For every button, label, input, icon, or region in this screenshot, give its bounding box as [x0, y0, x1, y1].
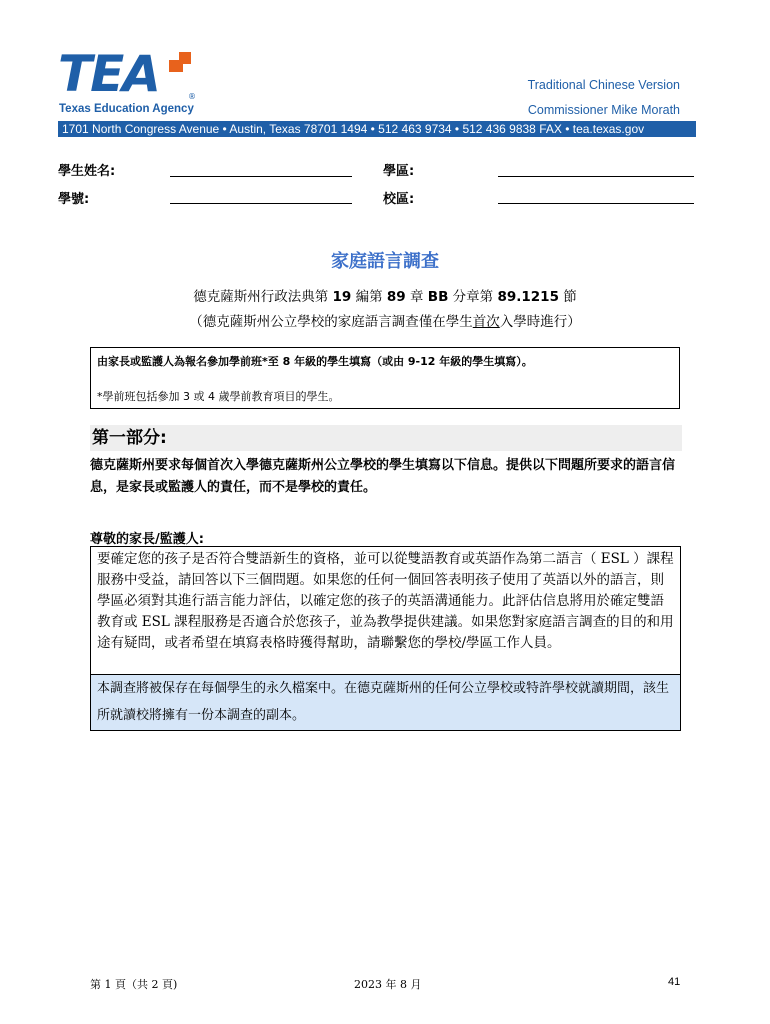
code-citation — [0, 285, 770, 305]
citation-mid2: 章 — [405, 289, 428, 305]
record-note: 本調查將被保存在每個學生的永久檔案中。在德克薩斯州的任何公立學校或特許學校就讀期間，該生所就讀校將擁有一份本調查的副本。 — [97, 681, 670, 723]
district-field[interactable] — [498, 176, 694, 177]
citation-chapter-number: 89 — [386, 289, 406, 305]
letter-box — [90, 546, 681, 675]
footer-date: 2023 年 8 月 — [354, 978, 422, 991]
student-id-label: 學號: — [58, 192, 90, 207]
version-label: Traditional Chinese Version — [527, 78, 680, 92]
record-note-box — [90, 674, 681, 731]
citation-mid3: 分章第 — [448, 289, 498, 305]
commissioner-label: Commissioner Mike Morath — [527, 103, 680, 117]
note-first-time: 首次 — [472, 314, 500, 330]
citation-post: 節 — [558, 289, 577, 305]
campus-field[interactable] — [498, 203, 694, 204]
student-name-label: 學生姓名: — [58, 164, 116, 179]
agency-name: Texas Education Agency — [59, 103, 194, 115]
footer-number: 41 — [668, 976, 681, 988]
page-indicator: 第 1 頁（共 2 頁) — [90, 978, 178, 991]
student-name-field[interactable] — [170, 176, 352, 177]
instructions-box — [90, 347, 680, 409]
student-id-field[interactable] — [170, 203, 352, 204]
note-pre: （德克薩斯州公立學校的家庭語言調查僅在學生 — [189, 314, 473, 330]
tea-logo — [58, 46, 198, 116]
arrow-up-right-icon — [165, 48, 193, 74]
citation-mid1: 編第 — [351, 289, 387, 305]
part-one-heading: 第一部分: — [90, 425, 682, 451]
district-label: 學區: — [383, 164, 415, 179]
citation-title-number: 19 — [332, 289, 352, 305]
instructions-line: 由家長或監護人為報名參加學前班*至 8 年級的學生填寫（或由 9-12 年級的學生填寫）。 — [97, 355, 533, 368]
address-bar: 1701 North Congress Avenue • Austin, Texas 78701 1494 • 512 463 9734 • 512 436 9838 FAX • tea.texas.gov — [58, 121, 696, 137]
note-post: 入學時進行） — [499, 314, 581, 330]
citation-subchapter: BB — [427, 289, 449, 305]
registered-mark: ® — [188, 92, 196, 101]
letter-body: 要確定您的孩子是否符合雙語新生的資格，並可以從雙語教育或英語作為第二語言（ ESL ）課程服務中受益，請回答以下三個問題。如果您的任何一個回答表明孩子使用了英語以外的語言，則學區必須對其進行語言能力評估，以確定您的孩子的英語溝通能力。此評估信息將用於確定雙語教育或 ESL 課程服務是否適合於您孩子，並為教學提供建議。如果您對家庭語言調查的目的和用途有疑問，或者希望在填寫表格時獲得幫助，請聯繫您的學校/學區工作人員。 — [97, 551, 674, 651]
part-one-body: 德克薩斯州要求每個首次入學德克薩斯州公立學校的學生填寫以下信息。提供以下問題所要求的語言信息，是家長或監護人的責任，而不是學校的責任。 — [90, 458, 676, 495]
survey-title: 家庭語言調查 — [331, 251, 439, 272]
salutation: 尊敬的家長/監護人: — [90, 532, 204, 547]
survey-note — [0, 310, 770, 330]
campus-label: 校區: — [383, 192, 415, 207]
logo-wordmark: TEA — [58, 45, 159, 103]
prek-footnote: *學前班包括參加 3 或 4 歲學前教育項目的學生。 — [97, 390, 340, 403]
citation-pre: 德克薩斯州行政法典第 — [193, 289, 333, 305]
citation-section-number: 89.1215 — [497, 289, 559, 305]
